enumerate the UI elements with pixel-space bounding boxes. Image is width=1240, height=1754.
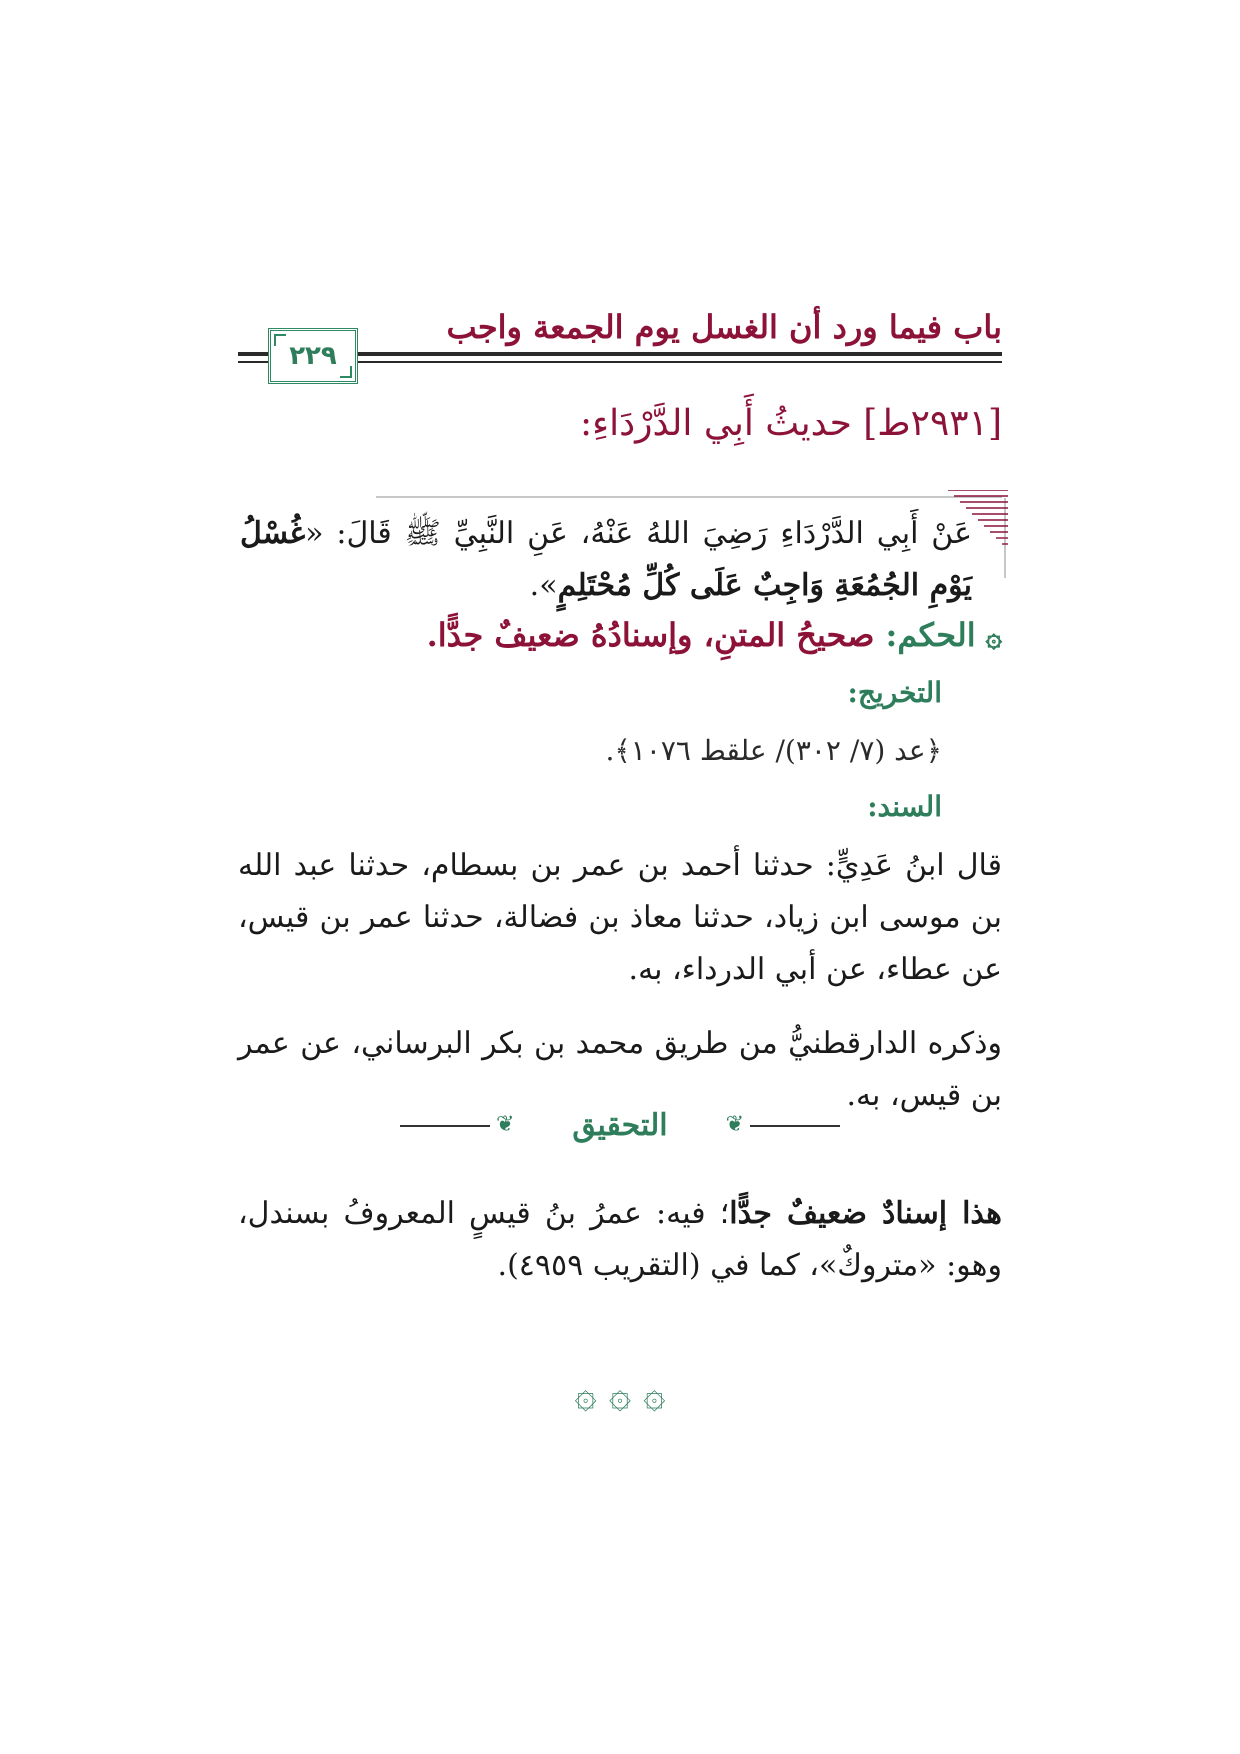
ruling-label: الحكم: xyxy=(885,616,976,654)
flower-icon: ۞ xyxy=(985,620,1002,653)
running-header-title: باب فيما ورد أن الغسل يوم الجمعة واجب xyxy=(446,308,1002,346)
tahqiq-divider xyxy=(400,1108,840,1143)
divider-ornament-icon: ❦ xyxy=(496,1112,515,1137)
tahqiq-text: ؛ فيه: عمرُ بنُ قيسٍ المعروفُ بسندل، وهو: «متروكٌ»، كما في (التقريب ٤٩٥٩). xyxy=(238,1196,1002,1283)
page-number-frame xyxy=(268,328,358,384)
takhrij-label: التخريج: xyxy=(847,676,942,709)
hadith-matn: غُسْلُ يَوْمِ الجُمُعَةِ وَاجِبٌ عَلَى كُلِّ مُحْتَلِمٍ xyxy=(240,516,972,603)
ruling-text: صحيحُ المتنِ، وإسنادُهُ ضعيفٌ جدًّا. xyxy=(426,616,875,654)
sanad-paragraph-2: وذكره الدارقطنيُّ من طريق محمد بن بكر البرساني، عن عمر بن قيس، به. xyxy=(238,1026,1003,1113)
divider-line-right xyxy=(750,1125,840,1127)
hadith-text xyxy=(240,508,972,612)
sanad-paragraph-1: قال ابنُ عَدِيٍّ: حدثنا أحمد بن عمر بن بسطام، حدثنا عبد الله بن موسى ابن زياد، حدثنا معاذ بن فضالة، حدثنا عمر بن قيس، عن عطاء، عن أبي الدرداء، به. xyxy=(238,848,1002,987)
tahqiq-title: التحقيق xyxy=(572,1108,668,1143)
ruling-line xyxy=(242,616,1002,654)
hadith-end: ». xyxy=(529,568,558,603)
hadith-box-rule xyxy=(376,496,1002,498)
takhrij-ref: ﴿عد (٧/ ٣٠٢)/ علقط ١٠٧٦﴾. xyxy=(605,734,942,767)
divider-ornament-icon: ❦ xyxy=(725,1112,744,1137)
hadith-intro: عَنْ أَبِي الدَّرْدَاءِ رَضِيَ اللهُ عَنْهُ، عَنِ النَّبِيِّ ﷺ قَالَ: « xyxy=(305,516,972,551)
hadith-heading: [٢٩٣١ط] حديثُ أَبِي الدَّرْدَاءِ: xyxy=(580,403,1002,444)
closing-ornament: ۞ ۞ ۞ xyxy=(574,1372,666,1416)
tahqiq-paragraph xyxy=(238,1188,1002,1292)
page-number: ٢٢٩ xyxy=(289,341,337,371)
tahqiq-bold-lead: هذا إسنادٌ ضعيفٌ جدًّا xyxy=(729,1196,1002,1231)
sanad-label: السند: xyxy=(867,790,942,823)
